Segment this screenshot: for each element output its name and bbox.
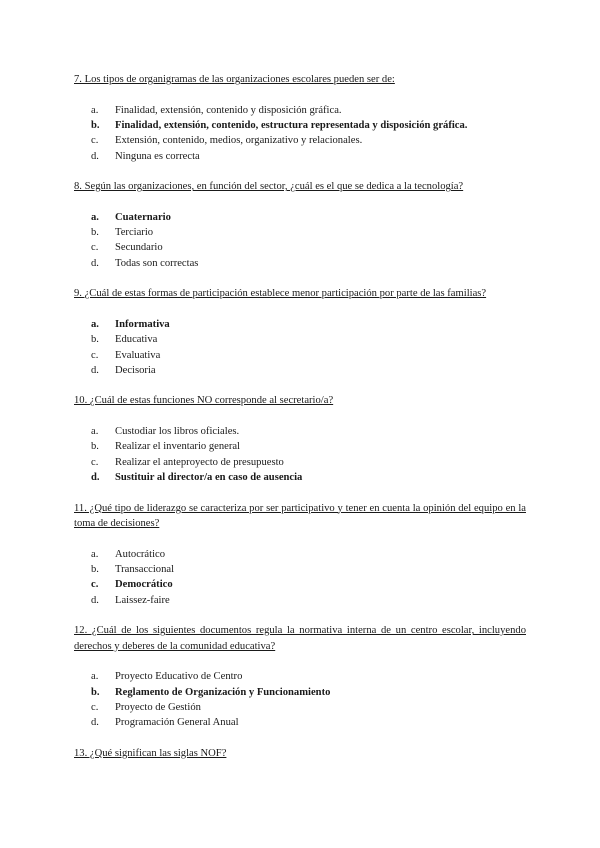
option-letter: b.: [91, 686, 100, 698]
option-letter: b.: [91, 334, 99, 346]
option-item: [74, 455, 526, 470]
option-text: Autocrático: [115, 548, 166, 560]
option-item: [74, 715, 526, 730]
option-text: Ninguna es correcta: [115, 150, 200, 162]
option-text: Democrático: [115, 579, 173, 591]
option-text: Realizar el anteproyecto de presupuesto: [115, 456, 284, 468]
option-item: [74, 424, 526, 439]
question-13: 13. ¿Qué significan las siglas NOF?: [74, 747, 227, 759]
option-text: Terciario: [115, 227, 154, 239]
option-text: Reglamento de Organización y Funcionamiento: [115, 686, 331, 698]
option-item: [74, 562, 526, 577]
option-letter: b.: [91, 563, 99, 575]
option-letter: b.: [91, 441, 99, 453]
option-item: [74, 149, 526, 164]
option-item: [74, 210, 526, 225]
question-8: 8. Según las organizaciones, en función del sector, ¿cuál es el que se dedica a la tecnología?: [74, 181, 464, 193]
option-letter: a.: [91, 104, 99, 116]
option-text: Proyecto Educativo de Centro: [115, 671, 243, 683]
option-item: [74, 103, 526, 118]
options-list: [74, 317, 526, 379]
option-text: Decisoria: [115, 364, 156, 376]
option-item: [74, 470, 526, 485]
option-item: [74, 685, 526, 700]
option-text: Transaccional: [115, 563, 175, 575]
option-text: Custodiar los libros oficiales.: [115, 425, 240, 437]
option-letter: d.: [91, 472, 100, 484]
option-text: Programación General Anual: [115, 717, 239, 729]
option-letter: c.: [91, 135, 99, 147]
option-text: Realizar el inventario general: [115, 441, 240, 453]
document-page: [74, 72, 526, 761]
option-text: Evaluativa: [115, 349, 161, 361]
option-letter: b.: [91, 119, 100, 131]
question-9: 9. ¿Cuál de estas formas de participación establece menor participación por parte de las familias?: [74, 288, 487, 300]
option-letter: d.: [91, 257, 99, 269]
option-letter: d.: [91, 364, 99, 376]
option-item: [74, 363, 526, 378]
option-item: [74, 348, 526, 363]
question-7: 7. Los tipos de organigramas de las organizaciones escolares pueden ser de:: [74, 74, 395, 85]
option-item: [74, 547, 526, 562]
option-item: [74, 225, 526, 240]
option-text: Extensión, contenido, medios, organizativo y relacionales.: [115, 135, 363, 147]
option-text: Secundario: [115, 242, 163, 254]
option-item: [74, 669, 526, 684]
option-item: [74, 439, 526, 454]
option-item: [74, 577, 526, 592]
options-list: [74, 210, 526, 272]
options-list: [74, 103, 526, 165]
option-letter: d.: [91, 717, 99, 729]
option-letter: b.: [91, 227, 99, 239]
option-letter: c.: [91, 701, 99, 713]
option-letter: c.: [91, 456, 99, 468]
option-text: Laissez-faire: [115, 594, 170, 606]
option-text: Sustituir al director/a en caso de ausencia: [115, 472, 303, 484]
options-list: [74, 547, 526, 609]
question-11: 11. ¿Qué tipo de liderazgo se caracteriza por ser participativo y tener en cuenta la opinión del equipo en la toma de decisiones?: [74, 502, 526, 529]
question-12: 12. ¿Cuál de los siguientes documentos regula la normativa interna de un centro escolar, incluyendo derechos y deberes de la comunidad educativa?: [74, 625, 526, 652]
option-item: [74, 593, 526, 608]
option-item: [74, 133, 526, 148]
option-item: [74, 256, 526, 271]
option-text: Proyecto de Gestión: [115, 701, 201, 713]
option-item: [74, 240, 526, 255]
option-letter: d.: [91, 150, 99, 162]
option-letter: c.: [91, 579, 99, 591]
option-text: Informativa: [115, 318, 170, 330]
option-letter: a.: [91, 318, 99, 330]
option-text: Cuaternario: [115, 211, 171, 223]
option-item: [74, 332, 526, 347]
options-list: [74, 424, 526, 486]
option-item: [74, 700, 526, 715]
option-letter: d.: [91, 594, 99, 606]
option-item: [74, 118, 526, 133]
option-letter: a.: [91, 211, 99, 223]
option-letter: a.: [91, 425, 99, 437]
option-letter: a.: [91, 671, 99, 683]
option-text: Finalidad, extensión, contenido y disposición gráfica.: [115, 104, 342, 116]
option-letter: c.: [91, 349, 99, 361]
option-text: Todas son correctas: [115, 257, 199, 269]
question-10: 10. ¿Cuál de estas funciones NO corresponde al secretario/a?: [74, 395, 334, 407]
option-letter: c.: [91, 242, 99, 254]
option-letter: a.: [91, 548, 99, 560]
options-list: [74, 669, 526, 731]
option-text: Educativa: [115, 334, 158, 346]
option-item: [74, 317, 526, 332]
option-text: Finalidad, extensión, contenido, estructura representada y disposición gráfica.: [115, 119, 468, 131]
